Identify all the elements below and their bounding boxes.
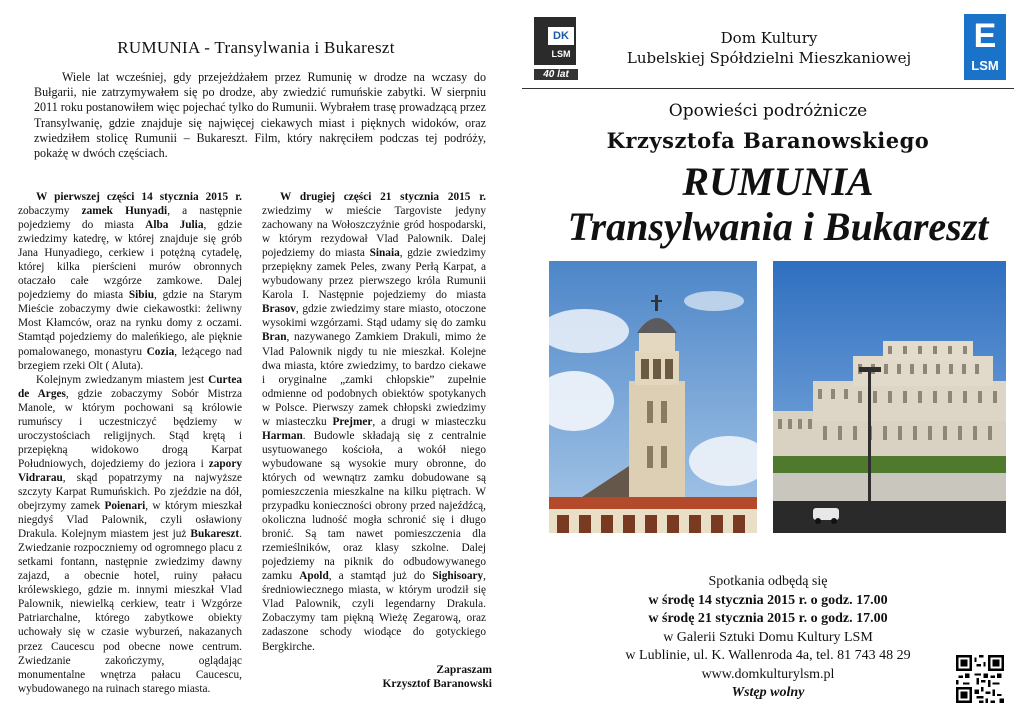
meeting-address: w Lublinie, ul. K. Wallenroda 4a, tel. 81 743 48 29 (625, 648, 911, 663)
col1-bold: Poienari (104, 500, 146, 513)
org-line-2: Lubelskiej Spółdzielni Mieszkaniowej (626, 49, 912, 67)
col2-text: , gdzie zwiedzimy stare miasto, otoczone wysokimi wzgórzami. Stąd udamy się do zamku (262, 303, 486, 330)
col1-bold: zapory Vidrarau (18, 457, 242, 484)
part2-heading: W drugiej części 21 stycznia 2015 r. (280, 191, 486, 203)
col1-text: Kolejnym zwiedzanym miastem jest (36, 373, 209, 386)
col2-bold: Bran (262, 331, 287, 344)
col1-text: , gdzie zwiedzimy katedrę, w której znajduje się grób Jana Hunyadiego, cerkiew i potężną cytadelę, której kilka pierścieni murów obronnych otaczało całe wzgórze zamkowe. Dalej pojedziemy do miasta (18, 219, 242, 302)
col2-bold: Brasov (262, 303, 296, 316)
right-page (512, 0, 1024, 725)
event-series: Opowieści podróżnicze (668, 101, 868, 121)
col1-paragraph-2 (18, 373, 242, 696)
left-title: RUMUNIA - Transylwania i Bukareszt (117, 38, 395, 57)
col2-text: , nazywanego Zamkiem Drakuli, mimo że Vlad Palownik nigdy tu nie mieszkał. Kolejne dwa miasta, które zwiedzimy, to bardzo ciekawe i oryginalne „zamki chłopskie” zupełnie odmienne od podobnych obiektów spotykanych w Polsce. Pierwszy zamek chłopski zwiedzimy w miasteczku (262, 331, 486, 428)
lsm-logo (964, 14, 1006, 80)
organizer-name (582, 28, 956, 68)
col2-bold: Prejmer (332, 415, 373, 428)
header-divider (522, 88, 1014, 89)
text-column-2 (262, 190, 486, 654)
meeting-date-1: w środę 14 stycznia 2015 r. o godz. 17.00 (648, 592, 888, 608)
website-link[interactable]: www.domkulturylsm.pl (701, 666, 835, 682)
meeting-venue: w Galerii Sztuki Domu Kultury LSM (663, 629, 873, 645)
col2-text: zwiedzimy w mieście Targoviste jedyny zachowany na Wołoszczyźnie gród hospodarski, w którym rezydował Vlad Palownik. Dalej pojedziemy do miasta (262, 205, 486, 260)
col1-text: , w którym mieszkał niegdyś Vlad Palownik, czyli osławiony Drakula. Kolejnym miastem jest już (18, 500, 242, 541)
meeting-info (512, 573, 1024, 703)
lsm-logo-text: LSM (971, 58, 999, 73)
col2-bold: Harman (262, 429, 303, 442)
col2-bold: Sinaia (369, 247, 400, 260)
intro-text: Wiele lat wcześniej, gdy przejeżdżałem przez Rumunię w drodze na wczasy do Bułgarii, nie zatrzymywałem się po drodze, aby zwiedzić rumuńskie zabytki. W sierpniu 2011 roku postanowiłem więc pojechać tylko do Rumunii. Wybrałem trasę prowadzącą przez Transylwanię, gdzie znajduje się najwięcej ciekawych miast i pięknych widoków, oraz zwiedziłem stolicę Rumunii – Bukareszt. Film, który nakręciłem podczas tej podróży, pokażę w dwóch częściach. (34, 70, 486, 161)
col1-text: . Zwiedzanie rozpoczniemy od ogromnego placu z setkami fontann, następnie zwiedzimy dawny zajazd, a obecnie hotel, ruiny pałacu królewskiego, gdzie m. innymi mieszkał Vlad Palownik, niewielką cerkiew, teatr i Wzgórze Patriarchalne, którego zabytkowe obiekty uchowały się w czasie wyburzeń, nakazanych przez Caucescu pod obecne nowe centrum. Zwiedzanie zakończymy, oglądając monumentalne wnętrza pałacu Caucescu, wybudowanego na ruinach starego miasta. (18, 528, 242, 695)
col1-text: zobaczymy (18, 205, 82, 218)
dk-logo-lsm: LSM (551, 49, 571, 59)
col1-bold: Sibiu (128, 289, 155, 302)
part1-heading: W pierwszej części 14 stycznia 2015 r. (36, 191, 242, 203)
col1-paragraph-1 (18, 190, 242, 373)
col1-text: , skąd popatrzymy na najwyższe szczyty Karpat Rumuńskich. Po zjeździe na dół, obejrzymy zamek (18, 471, 242, 513)
meeting-intro: Spotkania odbędą się (708, 574, 828, 589)
col1-text: , gdzie na Starym Mieście zobaczymy dwie ciekawostki: żeliwny Most Kłamców, oraz na rynku domy z oczami. Stamtąd pojedziemy do maleńkiego, ale pięknie pomalowanego, monastyru (18, 289, 242, 358)
meeting-date-2: w środę 21 stycznia 2015 r. o godz. 17.00 (648, 611, 888, 626)
col1-bold: zamek Hunyadi (81, 205, 168, 218)
cathedral-photo (549, 261, 757, 533)
col1-text: , a następnie pojedziemy do miasta (18, 205, 242, 232)
author-name: Krzysztofa Baranowskiego (606, 128, 930, 153)
col2-text: , a drugi w miasteczku (372, 415, 486, 428)
col2-bold: Sighisoary (432, 570, 484, 583)
dk-logo-years: 40 lat (534, 69, 578, 80)
col2-text: , gdzie zwiedzimy przepiękny zamek Peles, zwany Perłą Karpat, a wybudowany przez pierwszego króla Rumunii Karola I. Następnie pojedziemy do miasta (262, 247, 486, 302)
dk-lsm-logo (534, 17, 580, 83)
palace-photo (773, 261, 1006, 533)
text-column-1 (18, 190, 242, 696)
col1-text: , leżącego nad brzegiem rzeki Olt ( Aluta). (18, 345, 242, 372)
signature-invite: Zapraszam (436, 664, 492, 676)
palace-illustration (773, 261, 1006, 533)
main-title-line-1: RUMUNIA (682, 159, 874, 204)
main-title-line-2: Transylwania i Bukareszt (567, 204, 989, 249)
col2-text: , a stamtąd już do (328, 570, 433, 583)
col1-text: , gdzie zobaczymy Sobór Mistrza Manole, w którym pochowani są królowie rumuńscy i uczestniczyć będziemy w uroczystościach religijnych. Stąd krętą i przepiękną widokowo drogą Karpat Południowych, dojedziemy do jeziora i (18, 387, 242, 470)
dk-logo-box (534, 17, 576, 65)
dk-logo-text: DK (548, 27, 574, 45)
col1-bold: Cozia (146, 345, 175, 358)
cathedral-illustration (549, 261, 757, 533)
col2-text: , średniowiecznego miasta, w którym urodził się Vlad Palownik, czyli legendarny Drakula. Zobaczymy tam piękną Wieżę Zegarową, oraz zadaszone schody wiodące do gotyckiego Bergkirche. (262, 570, 486, 653)
lsm-logo-glyph: E (973, 17, 997, 55)
col1-bold: Alba Julia (145, 219, 204, 232)
org-line-1: Dom Kultury (720, 29, 818, 47)
signature-name: Krzysztof Baranowski (382, 678, 492, 690)
col1-bold: Bukareszt (190, 528, 240, 541)
qr-code-icon (956, 655, 1004, 703)
signature (320, 663, 492, 691)
entry-free: Wstęp wolny (731, 685, 805, 700)
col1-bold: Curtea de Arges (18, 373, 242, 400)
col2-text: . Budowle składają się z centralnie usytuowanego kościoła, a wokół niego wybudowane są wysokie mury obronne, do których od wewnątrz zamku dobudowane są pomieszczenia mieszkalne na kilku piętrach. W przypadku konieczności obrony przed najeźdźcą, okoliczna ludność mogła schronić się i długo bronić. Są tam nawet pomieszczenia dla rzemieślników, oraz klasy szkolne. Dalej pojedziemy na piknik do odbudowywanego zamku (262, 429, 486, 583)
col2-bold: Apold (299, 570, 329, 583)
intro-paragraph (34, 70, 486, 161)
col2-paragraph-1 (262, 190, 486, 654)
